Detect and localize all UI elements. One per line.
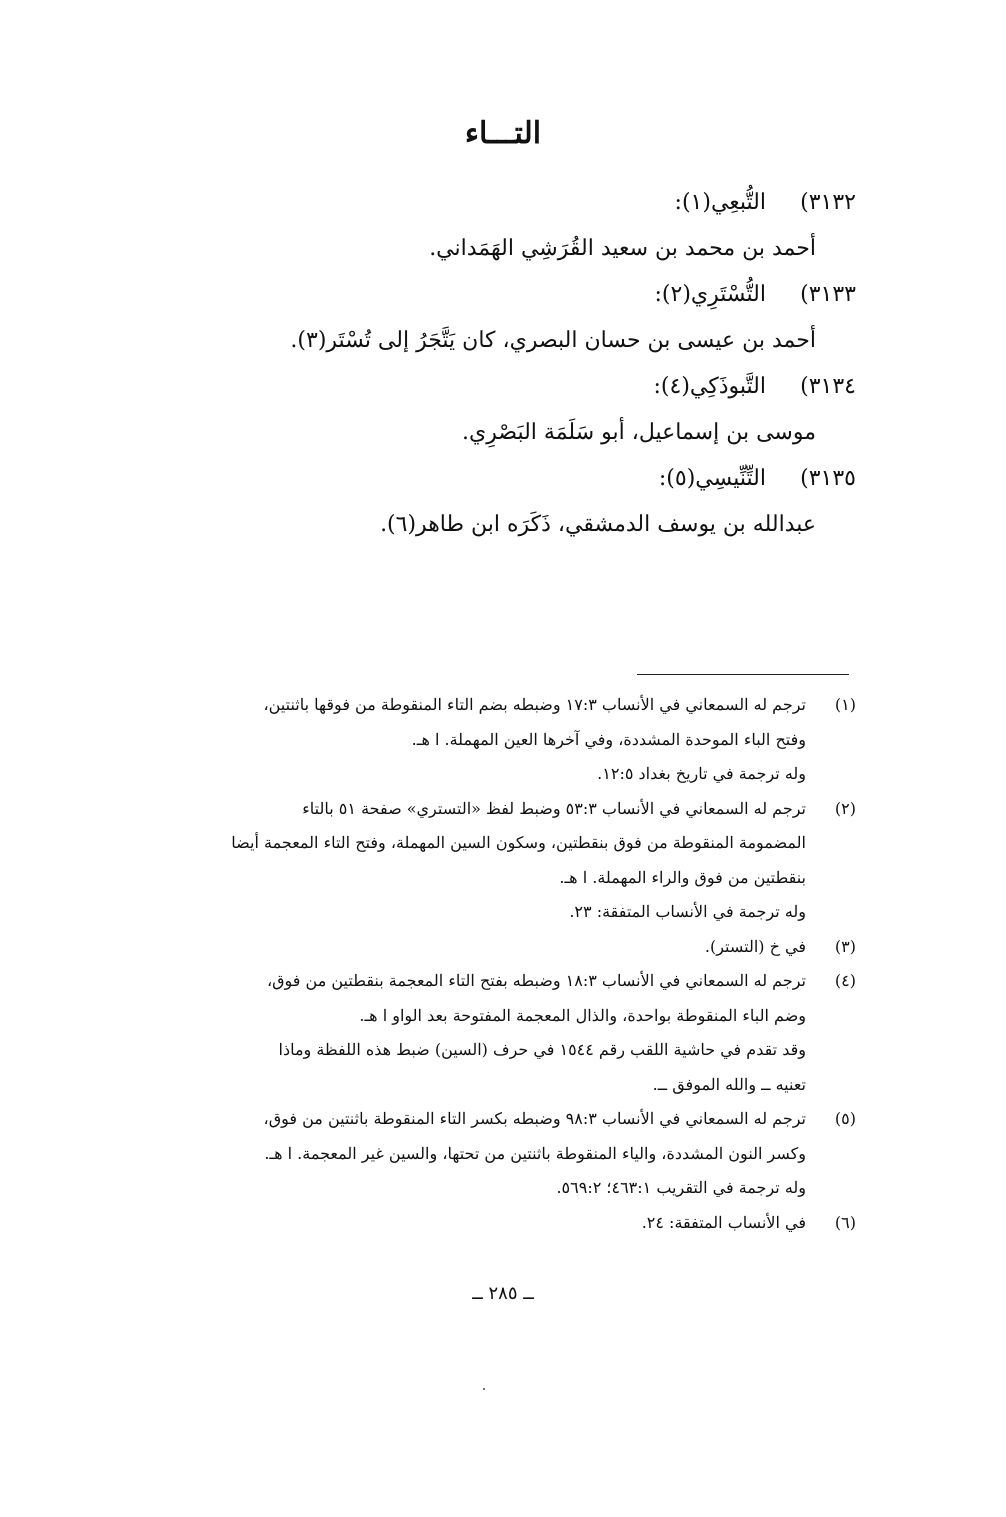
footnote-number: (٣) [834,936,856,956]
footnotes [136,688,856,1240]
entry-text: عبدالله بن يوسف الدمشقي، ذَكَرَه ابن طاهر(٦). [380,512,816,537]
entry-text: موسى بن إسماعيل، أبو سَلَمَة البَصْرِي. [462,420,816,445]
entry-name: التُّبعِي(١): [674,190,766,215]
entry [156,456,856,548]
entry-name: التُّسْتَرِي(٢): [654,282,766,307]
footnote-line: في الأنساب المتفقة: ٢٤. [641,1212,806,1232]
footnote-line: ترجم له السمعاني في الأنساب ٩٨:٣ وضبطه بكسر التاء المنقوطة باثنتين من فوق، [263,1109,806,1128]
footnote [136,688,856,792]
footnote [136,930,856,965]
footnote-number: (٦) [834,1212,856,1232]
footnote [136,792,856,930]
footnote-line: المضمومة المنقوطة من فوق بنقطتين، وسكون السين المهملة، وفتح التاء المعجمة أيضا [231,833,806,852]
entry-heading [156,364,856,410]
footnote [136,964,856,1102]
footnote [136,1206,856,1241]
footnote-line: ترجم له السمعاني في الأنساب ١٧:٣ وضبطه بضم التاء المنقوطة من فوقها باثنتين، [263,695,806,714]
footnote-line: وله ترجمة في الأنساب المتفقة: ٢٣. [569,902,806,921]
entry-name: التَّبوذَكِي(٤): [653,374,766,399]
footnote-line: بنقطتين من فوق والراء المهملة. ا هـ. [559,867,806,887]
footnote-line: وكسر النون المشددة، والياء المنقوطة باثنتين من تحتها، والسين غير المعجمة. ا هـ. [264,1143,806,1163]
footnote-line: ترجم له السمعاني في الأنساب ٥٣:٣ وضبط لفظ «التستري» صفحة ٥١ بالتاء [302,798,806,818]
footnote [136,1102,856,1206]
entry-heading [156,272,856,318]
footnote-line: تعنيه ــ والله الموفق ــ. [652,1074,806,1094]
entry-number: ٣١٣٥) [800,466,856,491]
footnote-line: وقد تقدم في حاشية اللقب رقم ١٥٤٤ في حرف (السين) ضبط هذه اللفظة وماذا [278,1040,806,1059]
scan-speck [483,1388,485,1390]
entries-list [156,180,856,548]
footnote-number: (٥) [834,1109,856,1128]
footnote-line: ترجم له السمعاني في الأنساب ١٨:٣ وضبطه بفتح التاء المعجمة بنقطتين من فوق، [266,971,806,990]
entry-number: ٣١٣٣) [800,282,856,307]
entry-text: أحمد بن محمد بن سعيد القُرَشِي الهَمَداني. [429,236,816,261]
page-title: التـــاء [464,116,542,151]
footnote-line: وفتح الباء الموحدة المشددة، وفي آخرها العين المهملة. ا هـ. [411,729,806,749]
footnote-number: (١) [834,695,856,714]
entry-number: ٣١٣٤) [800,374,856,399]
footnote-line: وله ترجمة في تاريخ بغداد ١٢:٥. [597,764,806,783]
footnote-line: في خ (التستر). [704,936,806,956]
footnote-number: (٤) [834,971,856,990]
entry [156,180,856,272]
entry [156,364,856,456]
footnote-separator [637,674,849,675]
footnote-line: وضم الباء المنقوطة بواحدة، والذال المعجمة المفتوحة بعد الواو ا هـ. [359,1005,806,1025]
entry-heading [156,180,856,226]
entry-text: أحمد بن عيسى بن حسان البصري، كان يَتَّجَرُ إلى تُسْتَر(٣). [290,328,816,353]
entry-number: ٣١٣٢) [800,190,856,215]
entry-heading [156,456,856,502]
entry-name: التِّنِّيسِي(٥): [658,466,766,491]
footnote-line: وله ترجمة في التقريب ٤٦٣:١؛ ٥٦٩:٢. [556,1178,806,1197]
entry [156,272,856,364]
page-number: ــ ٢٨٥ ــ [472,1283,534,1304]
footnote-number: (٢) [834,798,856,818]
